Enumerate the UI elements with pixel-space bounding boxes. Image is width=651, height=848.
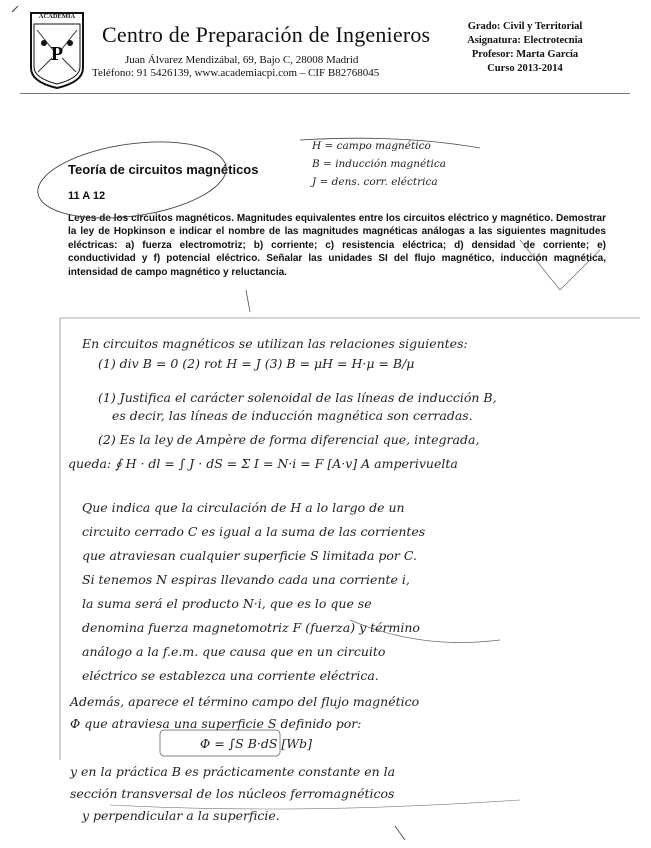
course-degree: Grado: Civil y Territorial <box>467 21 583 32</box>
institution-address: Juan Álvarez Mendizábal, 69, Bajo C, 28008 Madrid <box>125 54 359 66</box>
institution-name: Centro de Preparación de Ingenieros <box>102 22 431 47</box>
margin-note-j: J = dens. corr. eléctrica <box>312 176 438 188</box>
problem-statement: Leyes de los circuitos magnéticos. Magnitudes equivalentes entre los circuitos eléctrico y magnético. Demostrar la ley de Hopkinson e indicar el nombre de las magnitudes magnéticas análogas a las siguientes magnitudes eléctricas: a) fuerza electromotriz; b) corriente; c) resistencia eléctrica; d) densidad de corriente; e) conductividad y f) potencial eléctrico. Señalar las unidades SI del flujo magnético, inducción magnética, intensidad de campo magnético y reluctancia. <box>68 213 606 278</box>
problem-code: 11 A 12 <box>68 190 106 202</box>
handwritten-line: Φ que atraviesa una superficie S definido por: <box>70 716 362 731</box>
handwritten-line: eléctrico se establezca una corriente eléctrica. <box>82 668 379 683</box>
handwritten-line: análogo a la f.e.m. que causa que en un circuito <box>82 644 386 659</box>
handwritten-line: Además, aparece el término campo del flujo magnético <box>70 694 420 709</box>
handwritten-line: (1) div B = 0 (2) rot H = J (3) B = μH = H·μ = B/μ <box>98 356 415 371</box>
handwritten-formula: Φ = ∫S B·dS [Wb] <box>200 736 313 751</box>
handwritten-line: queda: ∮ H · dl = ∫ J · dS = Σ I = N·i = F [A·v] A amperivuelta <box>68 456 458 471</box>
handwritten-line: denomina fuerza magnetomotriz F (fuerza) y término <box>82 620 420 635</box>
handwritten-line: Si tenemos N espiras llevando cada una corriente i, <box>82 572 410 587</box>
course-professor: Profesor: Marta García <box>471 49 579 60</box>
handwritten-line: Que indica que la circulación de H a lo largo de un <box>82 500 405 515</box>
handwritten-line: que atraviesan cualquier superficie S limitada por C. <box>82 548 417 563</box>
handwritten-line: (2) Es la ley de Ampère de forma diferencial que, integrada, <box>98 432 480 447</box>
handwritten-line: En circuitos magnéticos se utilizan las relaciones siguientes: <box>82 336 468 351</box>
margin-note-h: H = campo magnético <box>312 140 431 152</box>
handwritten-line: y en la práctica B es prácticamente constante en la <box>70 764 396 779</box>
svg-text:P: P <box>50 43 64 65</box>
course-year: Curso 2013-2014 <box>487 63 563 74</box>
handwritten-line: circuito cerrado C es igual a la suma de las corrientes <box>82 524 426 539</box>
logo-text: ACADEMIA <box>38 13 76 20</box>
institution-contact: Teléfono: 91 5426139, www.academiacpi.com – CIF B82768045 <box>92 67 380 79</box>
handwritten-line: sección transversal de los núcleos ferromagnéticos <box>70 786 395 801</box>
handwritten-line: es decir, las líneas de inducción magnética son cerradas. <box>112 408 473 423</box>
handwritten-line: (1) Justifica el carácter solenoidal de las líneas de inducción B, <box>98 390 497 405</box>
handwritten-line: la suma será el producto N·i, que es lo que se <box>82 596 372 611</box>
handwritten-line: y perpendicular a la superficie. <box>82 808 280 823</box>
document-title: Teoría de circuitos magnéticos <box>68 162 259 177</box>
margin-note-b: B = inducción magnética <box>312 158 446 170</box>
course-subject: Asignatura: Electrotecnia <box>467 35 583 46</box>
